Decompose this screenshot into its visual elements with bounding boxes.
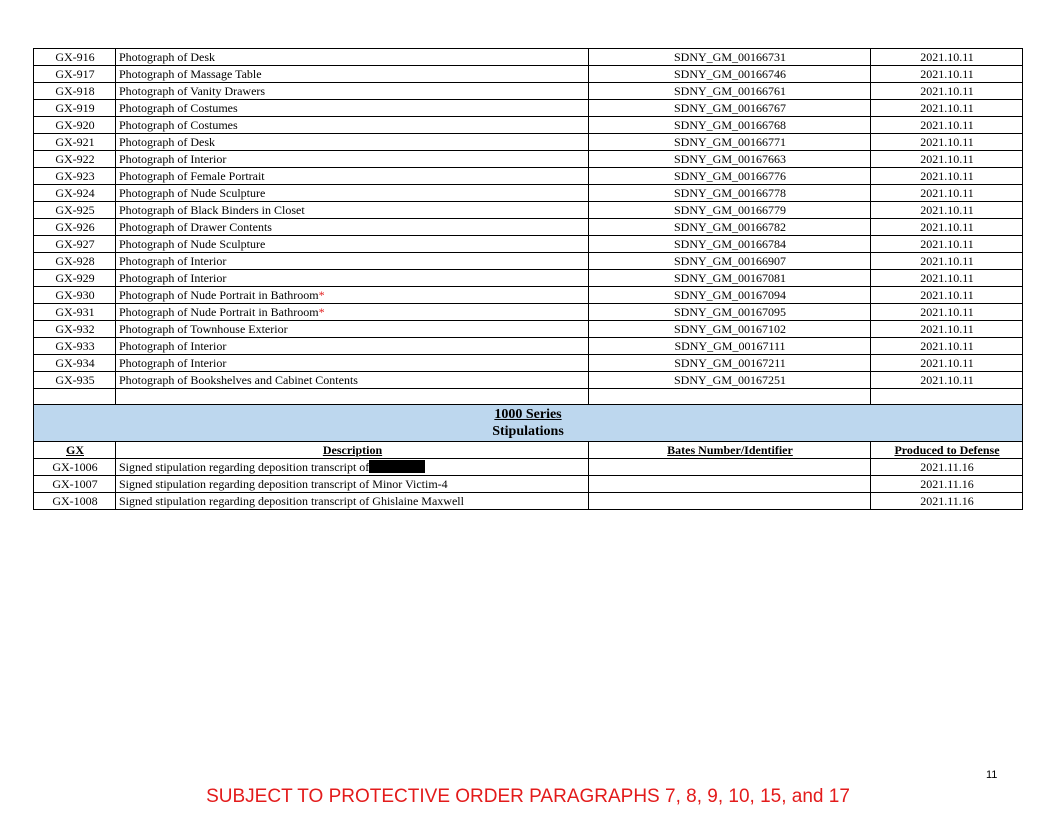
exhibit-description [116,355,589,372]
description-text: Photograph of Black Binders in Closet [119,203,305,217]
description-text: Signed stipulation regarding deposition transcript of Minor Victim-4 [119,477,448,491]
exhibit-description [116,100,589,117]
table-row [34,338,1023,355]
table-row [34,83,1023,100]
table-row [34,49,1023,66]
asterisk-marker: * [318,288,325,302]
bates-number: SDNY_GM_00166731 [589,49,871,66]
description-text: Photograph of Nude Portrait in Bathroom [119,288,319,302]
exhibit-description [116,151,589,168]
exhibit-description [116,66,589,83]
produced-date: 2021.10.11 [871,338,1023,355]
series-header-cell [34,405,1023,442]
exhibit-number: GX-918 [34,83,116,100]
exhibit-description [116,338,589,355]
protective-order-footer: SUBJECT TO PROTECTIVE ORDER PARAGRAPHS 7, 8, 9, 10, 15, and 17 [206,786,850,807]
produced-date: 2021.10.11 [871,66,1023,83]
produced-date: 2021.10.11 [871,202,1023,219]
produced-date: 2021.10.11 [871,185,1023,202]
series-header-row [34,405,1023,442]
table-row [34,66,1023,83]
series-1000-section [34,389,1023,459]
description-text: Photograph of Nude Portrait in Bathroom [119,305,319,319]
description-text: Photograph of Nude Sculpture [119,237,266,251]
produced-date: 2021.10.11 [871,270,1023,287]
table-row [34,355,1023,372]
exhibit-description [116,304,589,321]
produced-date: 2021.10.11 [871,100,1023,117]
description-text: Photograph of Costumes [119,101,238,115]
exhibit-description [116,185,589,202]
asterisk-marker: * [318,305,325,319]
table-row [34,134,1023,151]
column-header-row [34,442,1023,459]
exhibit-description [116,168,589,185]
produced-date: 2021.11.16 [871,476,1023,493]
bates-number: SDNY_GM_00166771 [589,134,871,151]
produced-date: 2021.10.11 [871,168,1023,185]
column-header-gx: GX [34,442,116,459]
bates-number: SDNY_GM_00167663 [589,151,871,168]
table-row [34,236,1023,253]
bates-number: SDNY_GM_00166746 [589,66,871,83]
produced-date: 2021.11.16 [871,493,1023,510]
exhibit-number: GX-926 [34,219,116,236]
exhibit-number: GX-919 [34,100,116,117]
exhibit-number: GX-925 [34,202,116,219]
exhibit-description [116,321,589,338]
exhibit-number: GX-922 [34,151,116,168]
series-900-rows [34,49,1023,389]
description-text: Photograph of Interior [119,271,227,285]
series-title: 1000 Series [494,407,562,422]
exhibit-description [116,83,589,100]
table-row [34,287,1023,304]
exhibit-number: GX-1006 [34,459,116,476]
series-subtitle: Stipulations [492,424,564,439]
exhibit-number: GX-917 [34,66,116,83]
exhibit-number: GX-934 [34,355,116,372]
description-text: Photograph of Interior [119,356,227,370]
table-row [34,219,1023,236]
exhibit-description [116,270,589,287]
produced-date: 2021.10.11 [871,236,1023,253]
column-header-description: Description [116,442,589,459]
description-text: Photograph of Townhouse Exterior [119,322,288,336]
description-text: Signed stipulation regarding deposition transcript of Ghislaine Maxwell [119,494,464,508]
produced-date: 2021.10.11 [871,151,1023,168]
exhibit-description [116,493,589,510]
bates-number: SDNY_GM_00167111 [589,338,871,355]
bates-number: SDNY_GM_00166907 [589,253,871,270]
produced-date: 2021.10.11 [871,287,1023,304]
description-text: Photograph of Vanity Drawers [119,84,266,98]
description-text: Photograph of Drawer Contents [119,220,272,234]
description-text: Photograph of Interior [119,152,227,166]
exhibit-description [116,287,589,304]
exhibit-number: GX-928 [34,253,116,270]
exhibit-number: GX-921 [34,134,116,151]
exhibit-description [116,253,589,270]
exhibit-description [116,236,589,253]
bates-number [589,459,871,476]
bates-number: SDNY_GM_00166778 [589,185,871,202]
table-row [34,321,1023,338]
description-text: Photograph of Nude Sculpture [119,186,266,200]
spacer-row [34,389,1023,405]
bates-number: SDNY_GM_00166761 [589,83,871,100]
table-row [34,117,1023,134]
bates-number: SDNY_GM_00167251 [589,372,871,389]
bates-number [589,476,871,493]
exhibit-number: GX-931 [34,304,116,321]
exhibit-number: GX-932 [34,321,116,338]
description-text: Photograph of Desk [119,50,215,64]
produced-date: 2021.10.11 [871,219,1023,236]
table-row [34,493,1023,510]
exhibit-number: GX-1007 [34,476,116,493]
description-text: Signed stipulation regarding deposition transcript of [119,460,370,474]
produced-date: 2021.10.11 [871,253,1023,270]
exhibit-description [116,219,589,236]
exhibit-number: GX-930 [34,287,116,304]
exhibit-description [116,49,589,66]
produced-date: 2021.10.11 [871,117,1023,134]
exhibit-number: GX-935 [34,372,116,389]
exhibit-description [116,202,589,219]
description-text: Photograph of Costumes [119,118,238,132]
table-row [34,459,1023,476]
column-header-produced: Produced to Defense [871,442,1023,459]
exhibit-number: GX-924 [34,185,116,202]
description-text: Photograph of Massage Table [119,67,262,81]
bates-number: SDNY_GM_00166784 [589,236,871,253]
exhibit-number: GX-916 [34,49,116,66]
bates-number: SDNY_GM_00166782 [589,219,871,236]
table-row [34,151,1023,168]
produced-date: 2021.10.11 [871,304,1023,321]
bates-number: SDNY_GM_00166776 [589,168,871,185]
exhibit-description [116,476,589,493]
produced-date: 2021.10.11 [871,83,1023,100]
table-row [34,476,1023,493]
bates-number: SDNY_GM_00166768 [589,117,871,134]
table-row [34,304,1023,321]
description-text: Photograph of Interior [119,254,227,268]
description-text: Photograph of Female Portrait [119,169,265,183]
produced-date: 2021.10.11 [871,134,1023,151]
table-row [34,100,1023,117]
table-row [34,270,1023,287]
description-text: Photograph of Desk [119,135,215,149]
exhibit-number: GX-933 [34,338,116,355]
exhibit-description [116,117,589,134]
produced-date: 2021.10.11 [871,372,1023,389]
exhibit-number: GX-929 [34,270,116,287]
bates-number [589,493,871,510]
redaction-box [369,460,425,473]
exhibit-description [116,459,589,476]
exhibit-description [116,134,589,151]
bates-number: SDNY_GM_00167102 [589,321,871,338]
produced-date: 2021.10.11 [871,49,1023,66]
exhibit-number: GX-923 [34,168,116,185]
table-row [34,168,1023,185]
table-row [34,253,1023,270]
bates-number: SDNY_GM_00167094 [589,287,871,304]
exhibit-number: GX-920 [34,117,116,134]
table-row [34,202,1023,219]
exhibit-description [116,372,589,389]
exhibit-number: GX-927 [34,236,116,253]
series-1000-rows [34,459,1023,510]
table-row [34,372,1023,389]
column-header-bates: Bates Number/Identifier [589,442,871,459]
bates-number: SDNY_GM_00166767 [589,100,871,117]
produced-date: 2021.10.11 [871,355,1023,372]
bates-number: SDNY_GM_00166779 [589,202,871,219]
table-row [34,185,1023,202]
produced-date: 2021.11.16 [871,459,1023,476]
description-text: Photograph of Interior [119,339,227,353]
bates-number: SDNY_GM_00167081 [589,270,871,287]
bates-number: SDNY_GM_00167095 [589,304,871,321]
description-text: Photograph of Bookshelves and Cabinet Contents [119,373,358,387]
page-number: 11 [986,769,998,781]
produced-date: 2021.10.11 [871,321,1023,338]
bates-number: SDNY_GM_00167211 [589,355,871,372]
exhibit-list-table [33,48,1023,510]
exhibit-number: GX-1008 [34,493,116,510]
